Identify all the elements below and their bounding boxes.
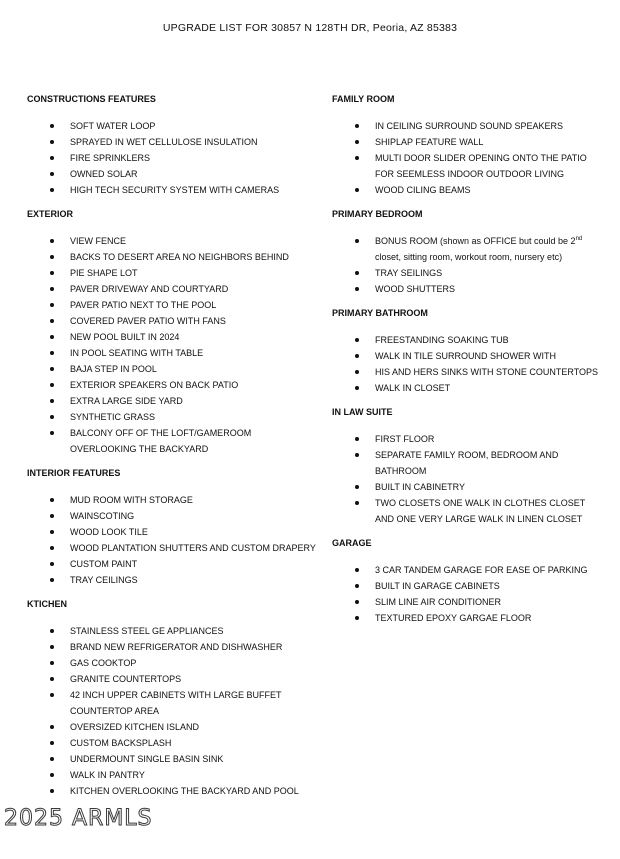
list-item: HIGH TECH SECURITY SYSTEM WITH CAMERAS	[27, 182, 317, 198]
list-item: FREESTANDING SOAKING TUB	[332, 332, 602, 348]
list-item: HIS AND HERS SINKS WITH STONE COUNTERTOPS	[332, 364, 602, 380]
list-item: IN POOL SEATING WITH TABLE	[27, 345, 317, 361]
list-item: WOOD PLANTATION SHUTTERS AND CUSTOM DRAPERY	[27, 540, 317, 556]
right-column	[332, 92, 602, 635]
list-item: PAVER PATIO NEXT TO THE POOL	[27, 297, 317, 313]
list-item: VIEW FENCE	[27, 233, 317, 249]
section-family-room	[332, 92, 602, 198]
list-item: MULTI DOOR SLIDER OPENING ONTO THE PATIO FOR SEEMLESS INDOOR OUTDOOR LIVING	[332, 150, 602, 182]
list-item: KITCHEN OVERLOOKING THE BACKYARD AND POOL	[27, 783, 317, 799]
feature-list	[332, 562, 602, 626]
feature-list	[27, 118, 317, 198]
list-item: FIRST FLOOR	[332, 431, 602, 447]
list-item: WAINSCOTING	[27, 508, 317, 524]
list-item: TRAY CEILINGS	[27, 572, 317, 588]
list-item: NEW POOL BUILT IN 2024	[27, 329, 317, 345]
list-item: SEPARATE FAMILY ROOM, BEDROOM AND BATHROOM	[332, 447, 602, 479]
feature-list	[27, 233, 317, 457]
list-item: BUILT IN GARAGE CABINETS	[332, 578, 602, 594]
list-item: BONUS ROOM (shown as OFFICE but could be 2nd closet, sitting room, workout room, nursery etc)	[332, 233, 602, 265]
list-item: TEXTURED EPOXY GARGAE FLOOR	[332, 610, 602, 626]
list-item: EXTERIOR SPEAKERS ON BACK PATIO	[27, 377, 317, 393]
list-item: OWNED SOLAR	[27, 166, 317, 182]
list-item: TWO CLOSETS ONE WALK IN CLOTHES CLOSET AND ONE VERY LARGE WALK IN LINEN CLOSET	[332, 495, 602, 527]
section-heading: PRIMARY BATHROOM	[332, 308, 428, 318]
feature-list	[27, 623, 317, 799]
section-heading: FAMILY ROOM	[332, 94, 395, 104]
list-item: EXTRA LARGE SIDE YARD	[27, 393, 317, 409]
document-title: UPGRADE LIST FOR 30857 N 128TH DR, Peoria, AZ 85383	[162, 22, 458, 34]
section-heading: KTICHEN	[27, 599, 67, 609]
list-item: TRAY SEILINGS	[332, 265, 602, 281]
list-item: PIE SHAPE LOT	[27, 265, 317, 281]
list-item: CUSTOM PAINT	[27, 556, 317, 572]
section-interior-features	[27, 466, 317, 588]
list-item: COVERED PAVER PATIO WITH FANS	[27, 313, 317, 329]
list-item: STAINLESS STEEL GE APPLIANCES	[27, 623, 317, 639]
list-item: IN CEILING SURROUND SOUND SPEAKERS	[332, 118, 602, 134]
section-in-law-suite	[332, 405, 602, 527]
list-item: BRAND NEW REFRIGERATOR AND DISHWASHER	[27, 639, 317, 655]
list-item: BAJA STEP IN POOL	[27, 361, 317, 377]
list-item: FIRE SPRINKLERS	[27, 150, 317, 166]
section-primary-bedroom	[332, 207, 602, 297]
feature-list	[332, 233, 602, 297]
list-item: PAVER DRIVEWAY AND COURTYARD	[27, 281, 317, 297]
section-exterior	[27, 207, 317, 457]
list-item: WOOD SHUTTERS	[332, 281, 602, 297]
feature-list	[27, 492, 317, 588]
list-item: GAS COOKTOP	[27, 655, 317, 671]
list-item: BACKS TO DESERT AREA NO NEIGHBORS BEHIND	[27, 249, 317, 265]
feature-list	[332, 431, 602, 527]
list-item: SYNTHETIC GRASS	[27, 409, 317, 425]
list-item: UNDERMOUNT SINGLE BASIN SINK	[27, 751, 317, 767]
list-item: 42 INCH UPPER CABINETS WITH LARGE BUFFET COUNTERTOP AREA	[27, 687, 317, 719]
feature-list	[332, 118, 602, 198]
list-item: SOFT WATER LOOP	[27, 118, 317, 134]
list-item: CUSTOM BACKSPLASH	[27, 735, 317, 751]
watermark: 2025 ARMLS	[4, 806, 153, 831]
left-column	[27, 92, 317, 808]
list-item: SHIPLAP FEATURE WALL	[332, 134, 602, 150]
list-item: SPRAYED IN WET CELLULOSE INSULATION	[27, 134, 317, 150]
list-item: WALK IN TILE SURROUND SHOWER WITH	[332, 348, 602, 364]
list-item: BUILT IN CABINETRY	[332, 479, 602, 495]
list-item: 3 CAR TANDEM GARAGE FOR EASE OF PARKING	[332, 562, 602, 578]
list-item: GRANITE COUNTERTOPS	[27, 671, 317, 687]
section-heading: EXTERIOR	[27, 209, 74, 219]
section-heading: IN LAW SUITE	[332, 407, 393, 417]
section-heading: CONSTRUCTIONS FEATURES	[27, 94, 156, 104]
list-item: WALK IN PANTRY	[27, 767, 317, 783]
list-item: SLIM LINE AIR CONDITIONER	[332, 594, 602, 610]
section-primary-bathroom	[332, 306, 602, 396]
section-heading: GARAGE	[332, 538, 372, 548]
list-item: MUD ROOM WITH STORAGE	[27, 492, 317, 508]
feature-list	[332, 332, 602, 396]
section-heading: INTERIOR FEATURES	[27, 468, 121, 478]
section-kitchen	[27, 597, 317, 799]
section-heading: PRIMARY BEDROOM	[332, 209, 423, 219]
list-item: WOOD LOOK TILE	[27, 524, 317, 540]
list-item: WALK IN CLOSET	[332, 380, 602, 396]
section-construction-features	[27, 92, 317, 198]
section-garage	[332, 536, 602, 626]
list-item: BALCONY OFF OF THE LOFT/GAMEROOM OVERLOOKING THE BACKYARD	[27, 425, 317, 457]
list-item: OVERSIZED KITCHEN ISLAND	[27, 719, 317, 735]
list-item: WOOD CILING BEAMS	[332, 182, 602, 198]
